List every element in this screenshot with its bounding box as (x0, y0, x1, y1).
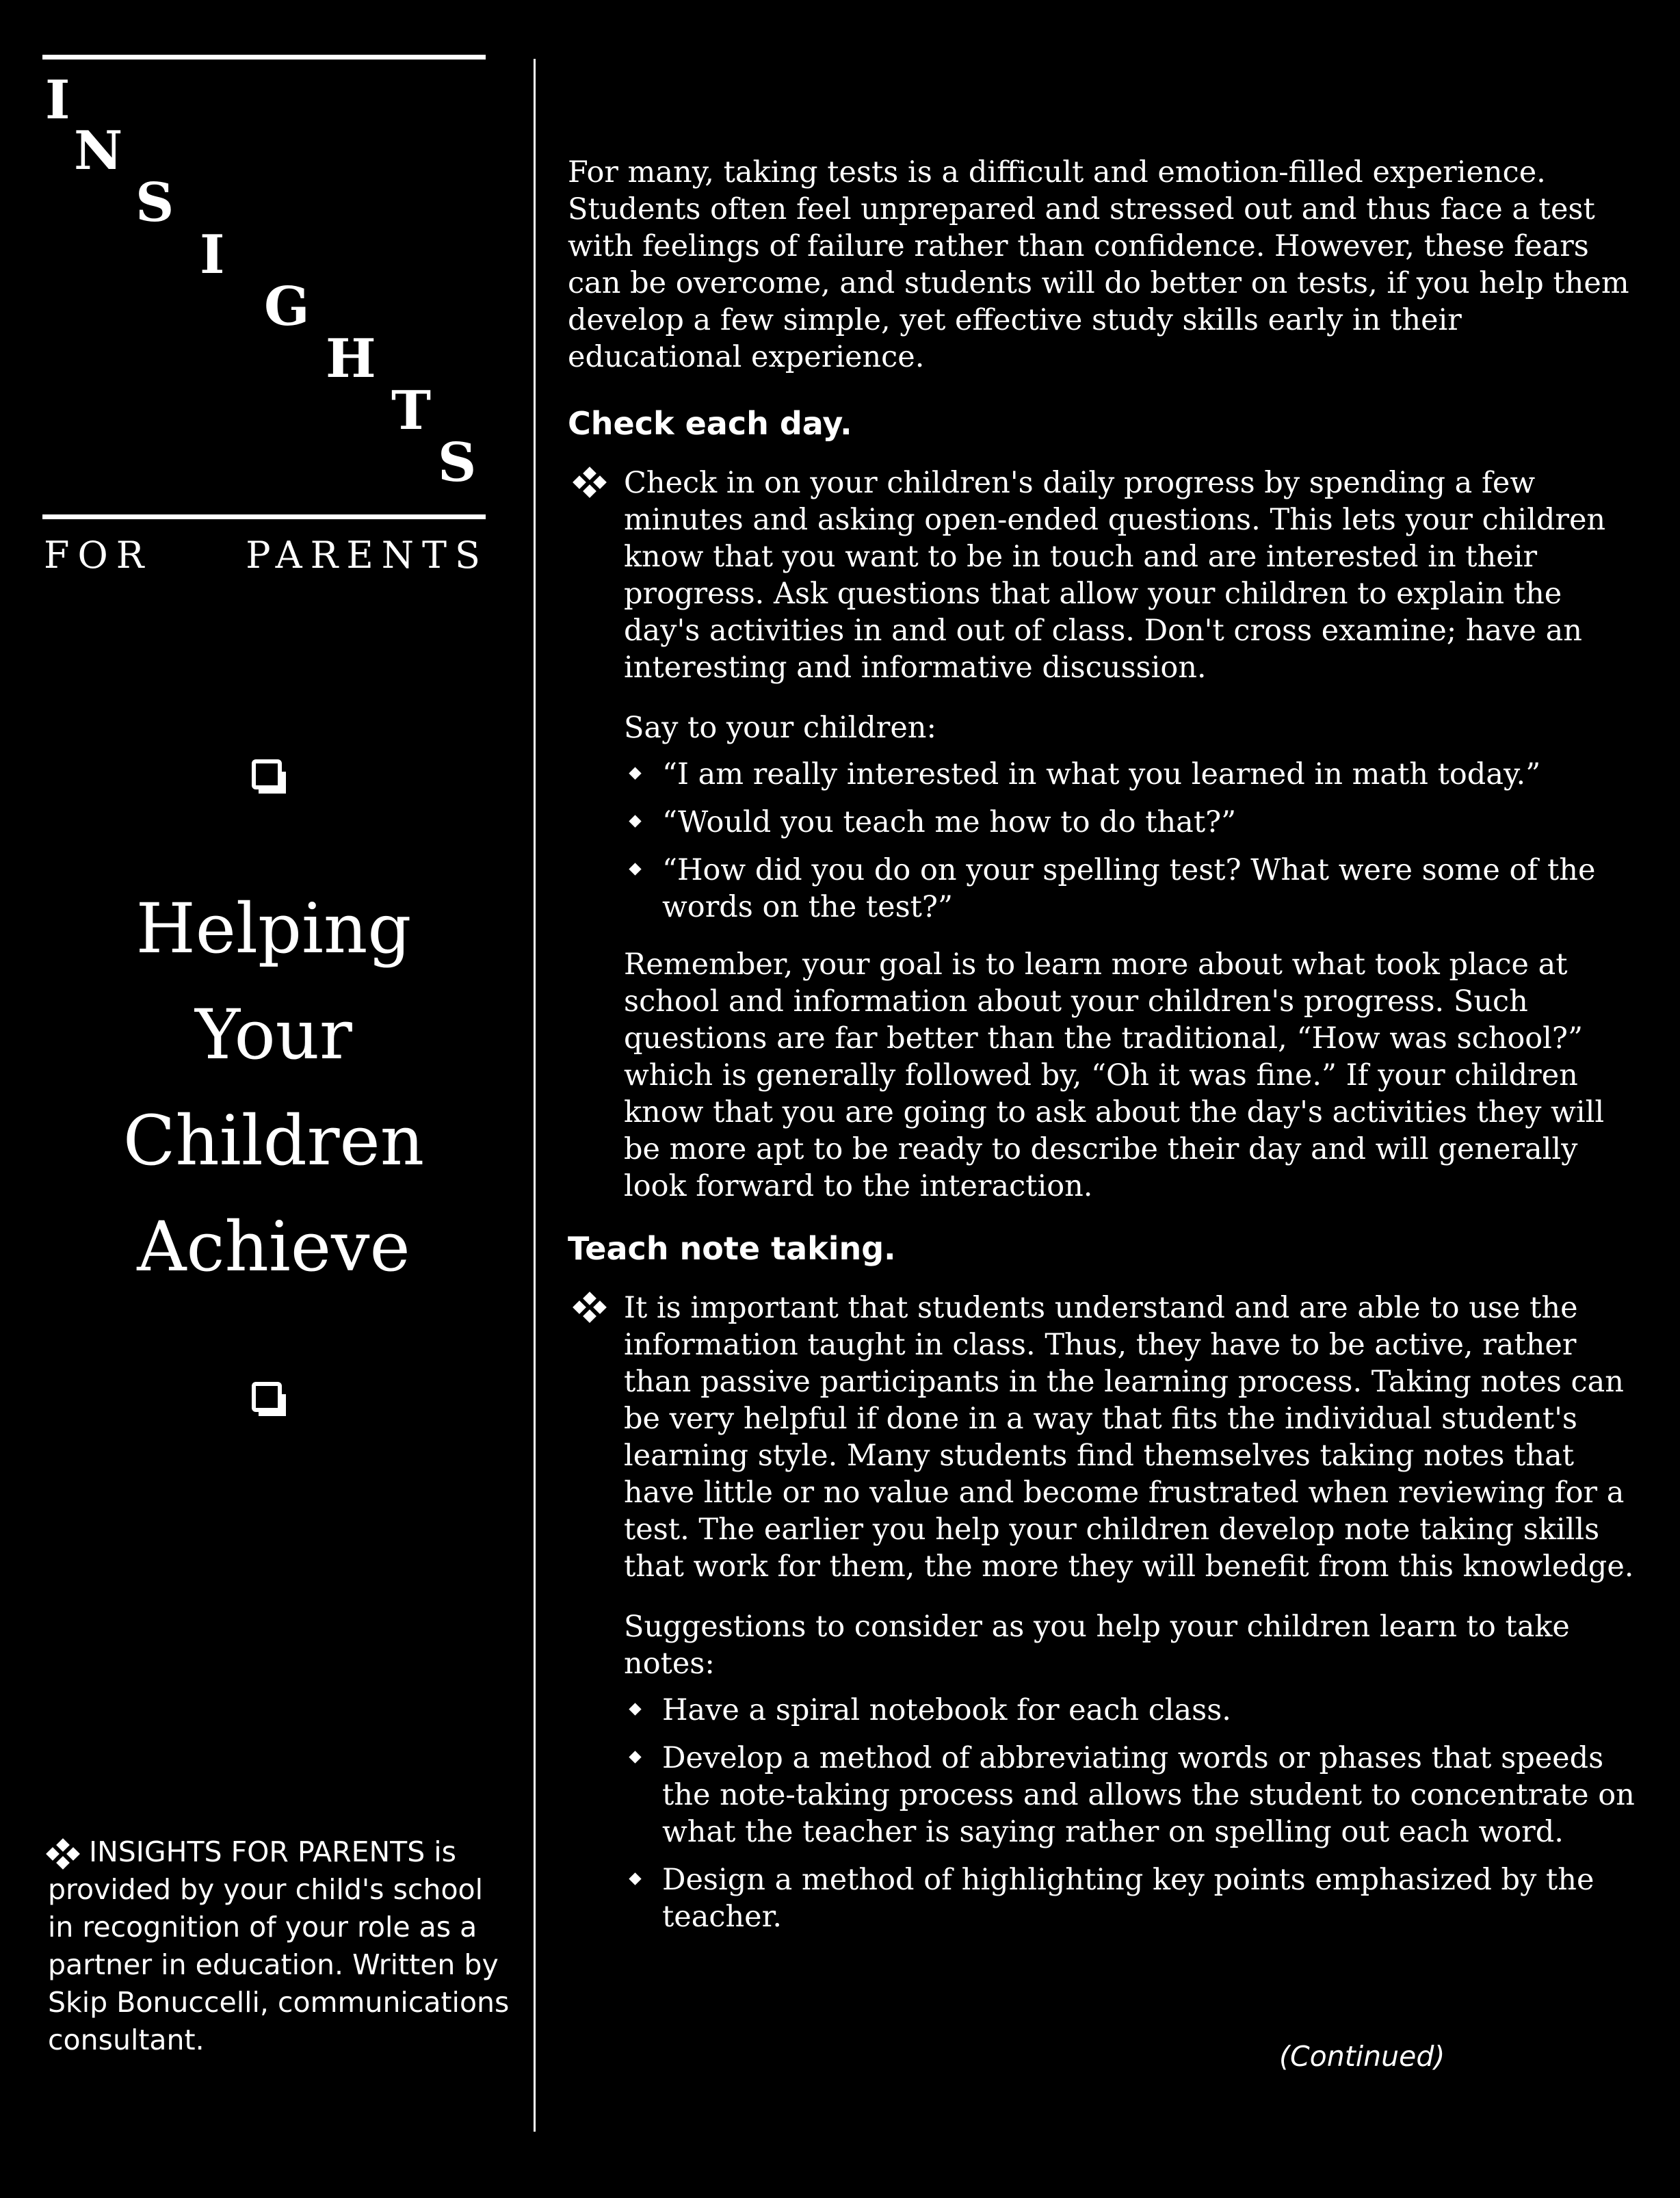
title-line-4: Achieve (137, 1207, 410, 1287)
page-title (75, 876, 472, 1300)
list-item: Develop a method of abbreviating words or phases that speeds the note-taking process and allows the student to concentrate on what the teacher is saying rather on spelling out each word. (624, 1740, 1642, 1850)
for-word: FOR (44, 534, 153, 577)
checkbox-ornament-icon (252, 1382, 282, 1412)
suggestions-intro: Suggestions to consider as you help your children learn to take notes: (624, 1610, 1570, 1681)
section-heading-teach-note-taking: Teach note taking. (568, 1230, 896, 1267)
section-heading-check-each-day: Check each day. (568, 405, 852, 442)
parents-word: PARENTS (246, 534, 488, 577)
column-divider (534, 59, 536, 2132)
for-parents-label (44, 534, 488, 577)
middle-rule (42, 514, 486, 519)
tip-paragraph (568, 465, 1642, 686)
sidebar-note (48, 1833, 513, 2059)
insights-letter-5: G (264, 276, 310, 338)
tip-text: Check in on your children's daily progress by spending a few minutes and asking open-ended questions. This lets your children know that you want to be in touch and are interested in their progress. Ask questions that allow your children to explain the day's activities in and out of class. Don't cross examine; have an interesting and informative discussion. (624, 466, 1606, 685)
checkbox-ornament-icon (252, 759, 282, 789)
four-diamond-icon (48, 1840, 78, 1868)
title-line-1: Helping (135, 889, 412, 969)
four-diamond-icon (575, 1294, 605, 1321)
insights-letter-4: I (200, 224, 225, 286)
title-line-2: Your (195, 995, 352, 1075)
insights-letter-2: N (74, 120, 123, 182)
remember-paragraph: Remember, your goal is to learn more about what took place at school and information about your children's progress. Such questions are far better than the traditional, “How was school?” which is generally followed by, “Oh it was fine.” If your children know that you are going to ask about the day's activities they will be more apt to be ready to describe their day and will generally look forward to the interaction. (624, 947, 1605, 1203)
insights-letter-1: I (45, 69, 70, 131)
list-item: Have a spiral notebook for each class. (624, 1692, 1642, 1729)
insights-letter-8: S (438, 432, 477, 494)
top-rule (42, 55, 486, 60)
insights-letter-3: S (135, 172, 174, 234)
continued-label: (Continued) (1279, 2040, 1445, 2073)
insights-letter-7: T (391, 380, 432, 442)
suggestion-list (568, 1692, 1642, 1935)
main-content (568, 154, 1642, 1956)
intro-paragraph: For many, taking tests is a difficult and emotion-filled experience. Students often feel unprepared and stressed out and thus face a test with feelings of failure rather than confidence. However, these fears can be overcome, and students will do better on tests, if you help them develop a few simple, yet effective study skills early in their educational experience. (568, 155, 1629, 374)
list-item: “How did you do on your spelling test? What were some of the words on the test?” (624, 852, 1642, 926)
list-item: Design a method of highlighting key points emphasized by the teacher. (624, 1861, 1642, 1935)
tip-text: It is important that students understand and are able to use the information taught in class. Thus, they have to be active, rather than passive participants in the learning process. Taking notes can be very helpful if done in a way that fits the individual student's learning style. Many students find themselves taking notes that have little or no value and become frustrated when reviewing for a test. The earlier you help your children develop note taking skills that work for them, the more they will benefit from this knowledge. (624, 1291, 1634, 1584)
title-line-3: Children (122, 1101, 425, 1181)
four-diamond-icon (575, 469, 605, 496)
insights-letter-6: H (326, 328, 376, 390)
tip-paragraph (568, 1290, 1642, 1585)
list-item: “Would you teach me how to do that?” (624, 804, 1642, 841)
sidebar-note-text: INSIGHTS FOR PARENTS is provided by your child's school in recognition of your role as a partner in education. Written by Skip Bonuccelli, communications consultant. (48, 1835, 510, 2056)
say-intro: Say to your children: (624, 711, 936, 745)
question-list (568, 756, 1642, 926)
list-item: “I am really interested in what you learned in math today.” (624, 756, 1642, 793)
